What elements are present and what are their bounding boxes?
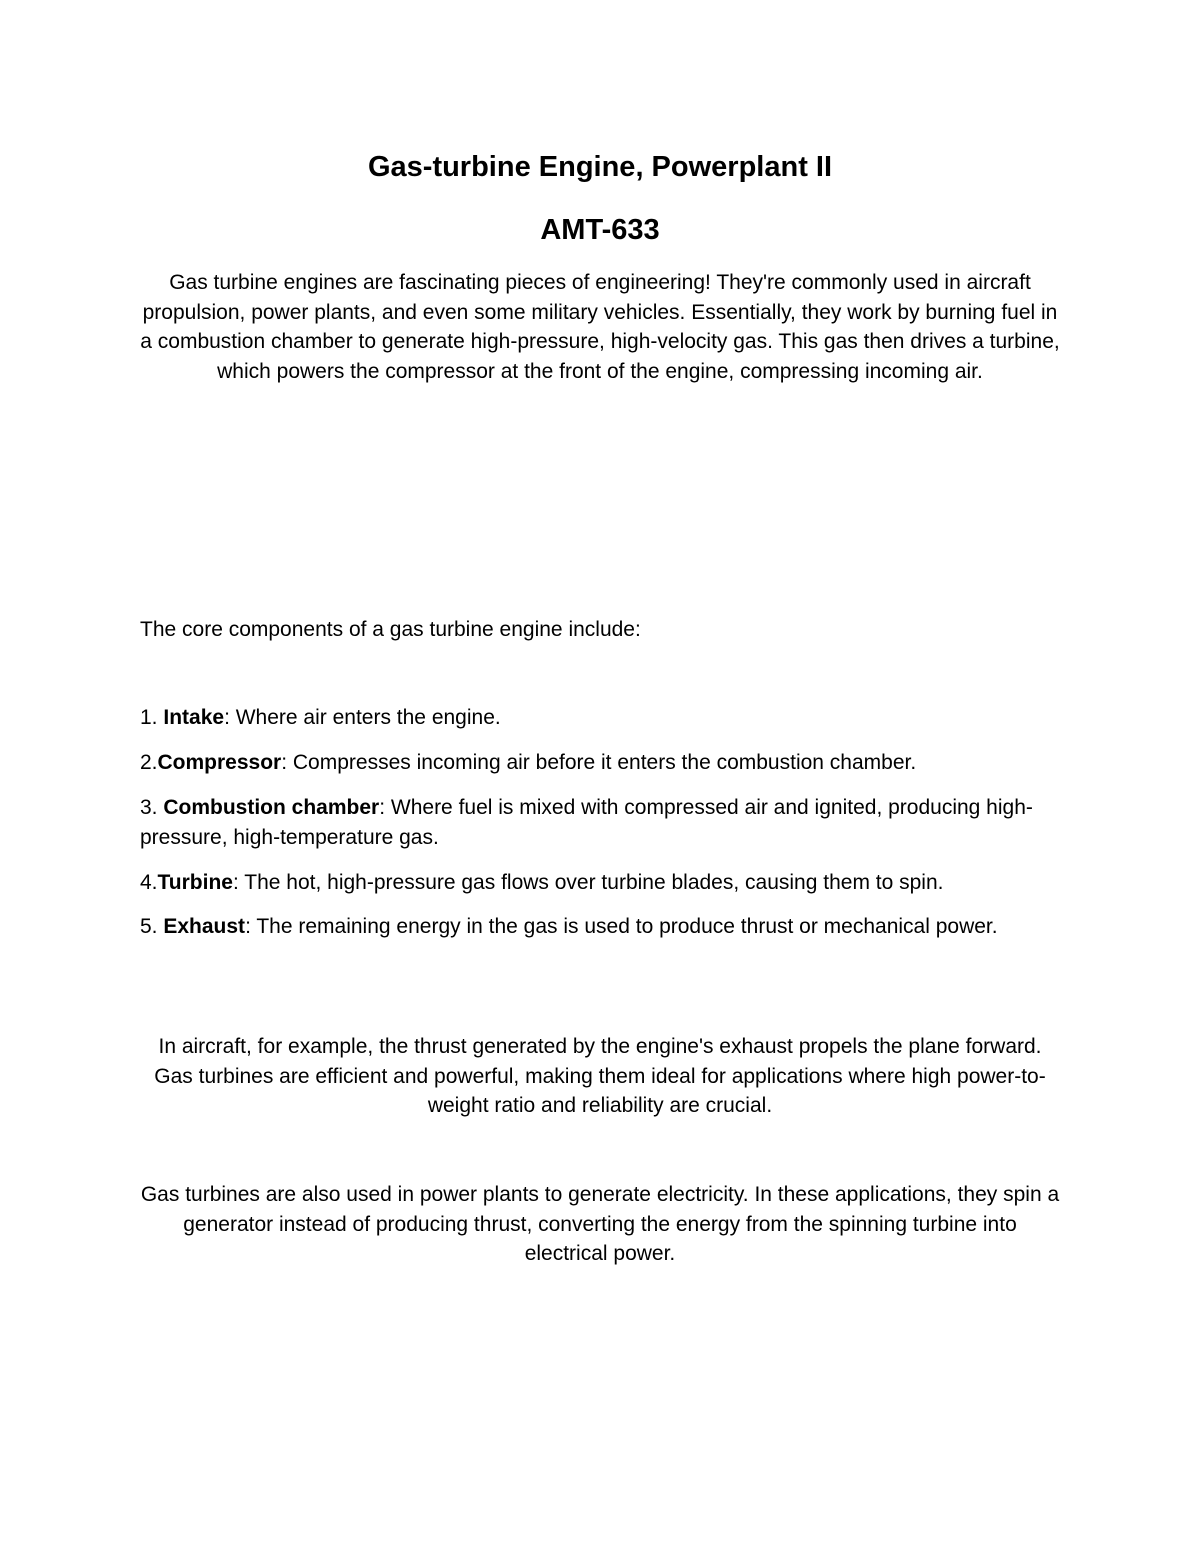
course-code: AMT-633 xyxy=(540,214,660,246)
component-item-exhaust xyxy=(140,912,1060,942)
component-item-turbine xyxy=(140,868,1060,898)
power-plant-paragraph: Gas turbines are also used in power plants to generate electricity. In these applications, they spin a generator instead of producing thrust, converting the energy from the spinning turbine into electrical power. xyxy=(140,1183,1060,1265)
item-number: 1. xyxy=(140,706,164,729)
component-item-combustion-chamber xyxy=(140,793,1060,852)
item-term: Intake xyxy=(163,706,225,729)
aircraft-paragraph: In aircraft, for example, the thrust generated by the engine's exhaust propels the plane forward. Gas turbines are efficient and powerful, making them ideal for applications where high power-to-weight ratio and reliability are crucial. xyxy=(154,1035,1046,1117)
component-item-intake xyxy=(140,703,1060,733)
item-term: Exhaust xyxy=(163,915,246,938)
item-description: : The hot, high-pressure gas flows over turbine blades, causing them to spin. xyxy=(232,871,944,894)
item-description: : The remaining energy in the gas is used to produce thrust or mechanical power. xyxy=(245,915,998,938)
item-description: : Where air enters the engine. xyxy=(224,706,501,729)
item-term: Combustion chamber xyxy=(163,796,380,819)
component-item-compressor xyxy=(140,748,1060,778)
item-number: 5. xyxy=(140,915,164,938)
item-description: : Where fuel is mixed with compressed air and ignited, producing high-pressure, high-temperature gas. xyxy=(140,796,1033,849)
item-term: Turbine xyxy=(157,871,233,894)
item-number: 3. xyxy=(140,796,164,819)
item-number: 4. xyxy=(140,871,158,894)
item-description: : Compresses incoming air before it enters the combustion chamber. xyxy=(281,751,917,774)
document-title: Gas-turbine Engine, Powerplant II xyxy=(367,151,833,183)
item-number: 2. xyxy=(140,751,158,774)
core-components-heading: The core components of a gas turbine engine include: xyxy=(140,618,641,641)
intro-paragraph: Gas turbine engines are fascinating pieces of engineering! They're commonly used in aircraft propulsion, power plants, and even some military vehicles. Essentially, they work by burning fuel in a combustion chamber to generate high-pressure, high-velocity gas. This gas then drives a turbine, which powers the compressor at the front of the engine, compressing incoming air. xyxy=(140,271,1060,383)
item-term: Compressor xyxy=(157,751,282,774)
